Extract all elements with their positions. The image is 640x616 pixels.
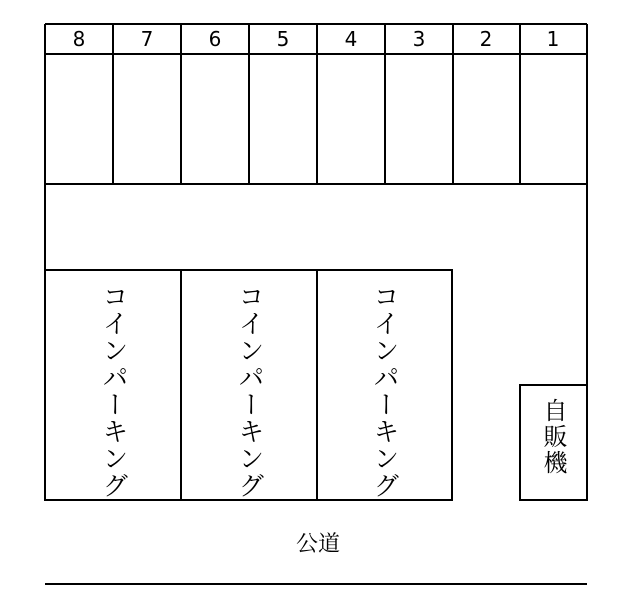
parking-space-number: 2 xyxy=(479,27,493,51)
vending-machine-label: 自販機 xyxy=(539,398,567,476)
coin-parking-label: コインパーキング xyxy=(369,283,399,499)
parking-space-row xyxy=(45,24,587,184)
coin-parking-label: コインパーキング xyxy=(98,283,128,499)
parking-space-number: 8 xyxy=(72,27,86,51)
road-label: 公道 xyxy=(295,532,341,557)
parking-space-number: 1 xyxy=(546,27,560,51)
parking-space-number: 6 xyxy=(208,27,222,51)
parking-space-number: 4 xyxy=(344,27,358,51)
parking-space-number: 3 xyxy=(412,27,426,51)
coin-parking-label: コインパーキング xyxy=(234,283,264,499)
parking-space-number: 5 xyxy=(276,27,290,51)
parking-space-number: 7 xyxy=(140,27,154,51)
